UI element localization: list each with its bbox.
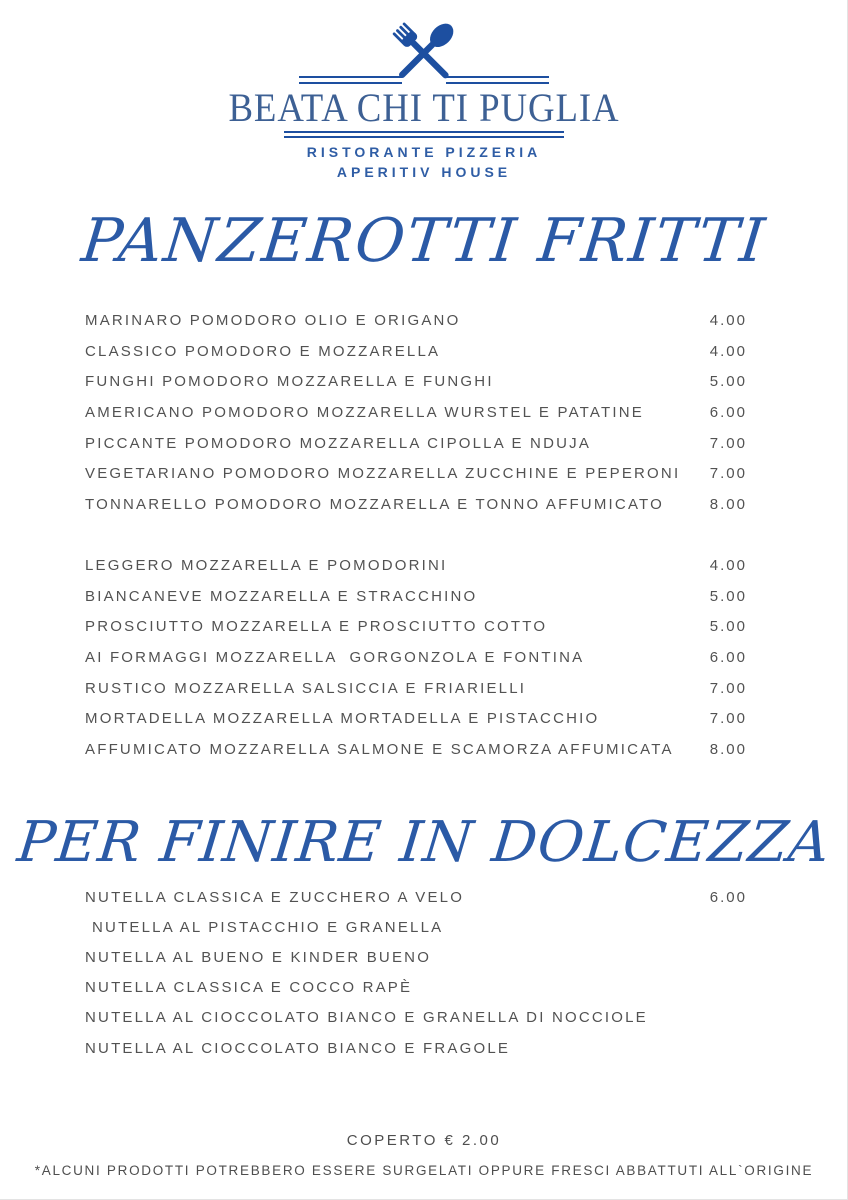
item-name: LEGGERO MOZZARELLA E POMODORINI [85, 556, 448, 574]
section-title-panzerotti: PANZEROTTI FRITTI [78, 206, 770, 276]
brand-title-rule [284, 131, 564, 138]
item-price: 5.00 [709, 587, 747, 605]
item-name: TONNARELLO POMODORO MOZZARELLA E TONNO AFFUMICATO [85, 495, 664, 513]
item-name: NUTELLA CLASSICA E COCCO RAPÈ [85, 979, 413, 997]
item-name: PROSCIUTTO MOZZARELLA E PROSCIUTTO COTTO [85, 618, 548, 636]
item-price: 7.00 [709, 465, 747, 483]
item-name: AMERICANO POMODORO MOZZARELLA WURSTEL E PATATINE [85, 403, 644, 421]
brand-subtitle-2: APERITIV HOUSE [336, 164, 512, 180]
item-name: VEGETARIANO POMODORO MOZZARELLA ZUCCHINE E PEPERONI [85, 465, 681, 483]
frozen-products-disclaimer: *ALCUNI PRODOTTI POTREBBERO ESSERE SURGELATI OPPURE FRESCI ABBATTUTI ALL`ORIGINE [34, 1163, 814, 1178]
item-name: NUTELLA AL CIOCCOLATO BIANCO E GRANELLA DI NOCCIOLE [85, 1009, 648, 1027]
item-price: 5.00 [709, 618, 747, 636]
menu-item-row [85, 458, 747, 489]
item-price: 8.00 [709, 495, 747, 513]
item-price: 5.00 [709, 373, 747, 391]
menu-item-row [85, 581, 747, 612]
item-name: BIANCANEVE MOZZARELLA E STRACCHINO [85, 587, 478, 605]
panzerotti-group-2 [85, 550, 747, 765]
menu-item-row [85, 397, 747, 428]
panzerotti-group-1 [85, 305, 747, 520]
menu-item-row [85, 489, 747, 520]
brand-title: BEATA CHI TI PUGLIA [228, 85, 620, 130]
logo-rule-right [446, 76, 549, 84]
menu-item-row [85, 912, 747, 942]
menu-item-row [85, 428, 747, 459]
brand-subtitle-1: RISTORANTE PIZZERIA [306, 144, 542, 160]
item-name: CLASSICO POMODORO E MOZZARELLA [85, 342, 441, 360]
menu-item-row [85, 882, 747, 912]
item-name: NUTELLA AL CIOCCOLATO BIANCO E FRAGOLE [85, 1039, 511, 1057]
item-price: 6.00 [709, 888, 747, 906]
menu-item-row [85, 366, 747, 397]
menu-item-row [85, 703, 747, 734]
item-price: 7.00 [709, 679, 747, 697]
item-name: FUNGHI POMODORO MOZZARELLA E FUNGHI [85, 373, 494, 391]
menu-item-row [85, 942, 747, 972]
item-price: 4.00 [709, 556, 747, 574]
coperto-note: COPERTO € 2.00 [346, 1132, 502, 1149]
section-title-dolcezza: PER FINIRE IN DOLCEZZA [14, 810, 834, 875]
item-name: NUTELLA AL PISTACCHIO E GRANELLA [92, 918, 444, 936]
item-name: AFFUMICATO MOZZARELLA SALMONE E SCAMORZA AFFUMICATA [85, 740, 674, 758]
item-name: RUSTICO MOZZARELLA SALSICCIA E FRIARIELLI [85, 679, 527, 697]
menu-item-row [85, 305, 747, 336]
menu-item-row [85, 611, 747, 642]
logo-rule-left [299, 76, 402, 84]
item-price: 6.00 [709, 403, 747, 421]
item-price: 7.00 [709, 434, 747, 452]
menu-item-row [85, 1033, 747, 1063]
menu-item-row [85, 734, 747, 765]
item-price: 7.00 [709, 710, 747, 728]
menu-item-row [85, 1003, 747, 1033]
item-price: 6.00 [709, 648, 747, 666]
item-price: 4.00 [709, 342, 747, 360]
menu-item-row [85, 336, 747, 367]
menu-item-row [85, 642, 747, 673]
item-name: AI FORMAGGI MOZZARELLA GORGONZOLA E FONTINA [85, 648, 585, 666]
menu-item-row [85, 973, 747, 1003]
item-price: 8.00 [709, 740, 747, 758]
item-name: NUTELLA AL BUENO E KINDER BUENO [85, 948, 432, 966]
item-name: MARINARO POMODORO OLIO E ORIGANO [85, 311, 461, 329]
item-name: PICCANTE POMODORO MOZZARELLA CIPOLLA E NDUJA [85, 434, 592, 452]
item-name: NUTELLA CLASSICA E ZUCCHERO A VELO [85, 888, 465, 906]
item-name: MORTADELLA MOZZARELLA MORTADELLA E PISTACCHIO [85, 710, 600, 728]
menu-item-row [85, 550, 747, 581]
item-price: 4.00 [709, 311, 747, 329]
menu-item-row [85, 673, 747, 704]
dolcezza-group [85, 882, 747, 1063]
